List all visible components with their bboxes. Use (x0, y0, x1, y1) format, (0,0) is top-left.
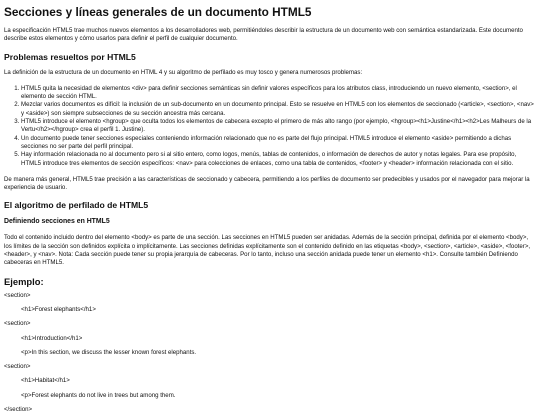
list-item: 3. HTML5 introduce el elemento <hgroup> que oculta todos los elementos de cabecera excepto el primero de más alto rango (por ejemplo, <hgroup><h1>Justine</h1><h2>Les Malheurs de la Vertu</h2></hgroup> crea el perfil 1. Justine). (21, 118, 534, 135)
algorithm-heading: El algoritmo de perfilado de HTML5 (4, 200, 149, 211)
algorithm-subheading: Definiendo secciones en HTML5 (4, 218, 110, 226)
code-line: <section> (4, 363, 31, 371)
algorithm-body: Todo el contenido incluido dentro del elemento <body> es parte de una sección. Las secciones en HTML5 pueden ser anidadas. Además de la sección principal, definida por el elemento <body>, los límites de la sección son definidos explícita o implícitamente. Las secciones definidas explícitamente son el contenido definido en las etiquetas <body>, <section>, <article>, <aside>, <footer>, <header>, y <nav>. Nota: Cada sección puede tener su propia jerarquía de cabeceras. Por lo tanto, incluso una sección anidada puede tener un elemento <h1>. Consulte también Definiendo cabeceras en HTML5. (4, 234, 531, 267)
code-line: <p>In this section, we discuss the lesser known forest elephants. (21, 348, 197, 356)
code-line: <section> (4, 291, 31, 299)
problems-heading: Problemas resueltos por HTML5 (4, 51, 136, 62)
code-line: <h1>Introduction</h1> (21, 334, 83, 342)
code-line: <section> (4, 320, 31, 328)
list-item: 5. Hay información relacionada no al documento pero si al sitio entero, como logos, menús, tablas de contenidos, o información de derechos de autor y notas legales. Para ese propósito, HTML5 introduce tres elementos de sección específicos: <nav> para colecciones de enlaces, como una tabla de contenidos, <footer> y <header> información relacionada con el sitio. (21, 151, 534, 168)
code-line: </section> (4, 406, 33, 414)
code-line: <h1>Forest elephants</h1> (21, 305, 96, 313)
page-title: Secciones y líneas generales de un documento HTML5 (4, 5, 312, 19)
list-item: 4. Un documento puede tener secciones especiales conteniendo información relacionado que no es parte del flujo principal. HTML5 introduce el elemento <aside> permitiendo a dichas secciones no ser parte del perfil principal. (21, 135, 534, 152)
problems-list (4, 85, 534, 168)
example-heading: Ejemplo: (4, 275, 44, 287)
example-code (4, 292, 534, 414)
problems-lead: La definición de la estructura de un documento en HTML 4 y su algoritmo de perfilado es muy tosco y genera numerosos problemas: (4, 68, 363, 76)
code-line: <h1>Habitat</h1> (21, 377, 70, 385)
list-item: 2. Mezclar varios documentos es difícil: la inclusión de un sub-documento en un documento principal. Esto se resuelve en HTML5 con los elementos de seccionado (<article>, <section>, <nav> y <aside>) son siempre subsecciones de su sección ancestra más cercana. (21, 101, 534, 118)
problems-outro: De manera más general, HTML5 trae precisión a las características de seccionado y cabecera, permitiendo a los perfiles de documento ser predecibles y usados por el navegador para mejorar la experiencia de usuario. (4, 175, 530, 192)
intro-paragraph: La especificación HTML5 trae muchos nuevos elementos a los desarrolladores web, permitiéndoles describir la estructura de un documento web con semántica estandarizada. Este documento describe estos elementos y cómo usarlos para definir el perfil de cualquier documento. (4, 27, 523, 43)
list-item: 1. HTML5 quita la necesidad de elementos <div> para definir secciones semánticas sin definir valores específicos para los atributos class, introduciendo un nuevo elemento, <section>, el elemento de sección HTML. (21, 85, 534, 102)
code-line: <p>Forest elephants do not live in trees but among them. (21, 391, 176, 399)
